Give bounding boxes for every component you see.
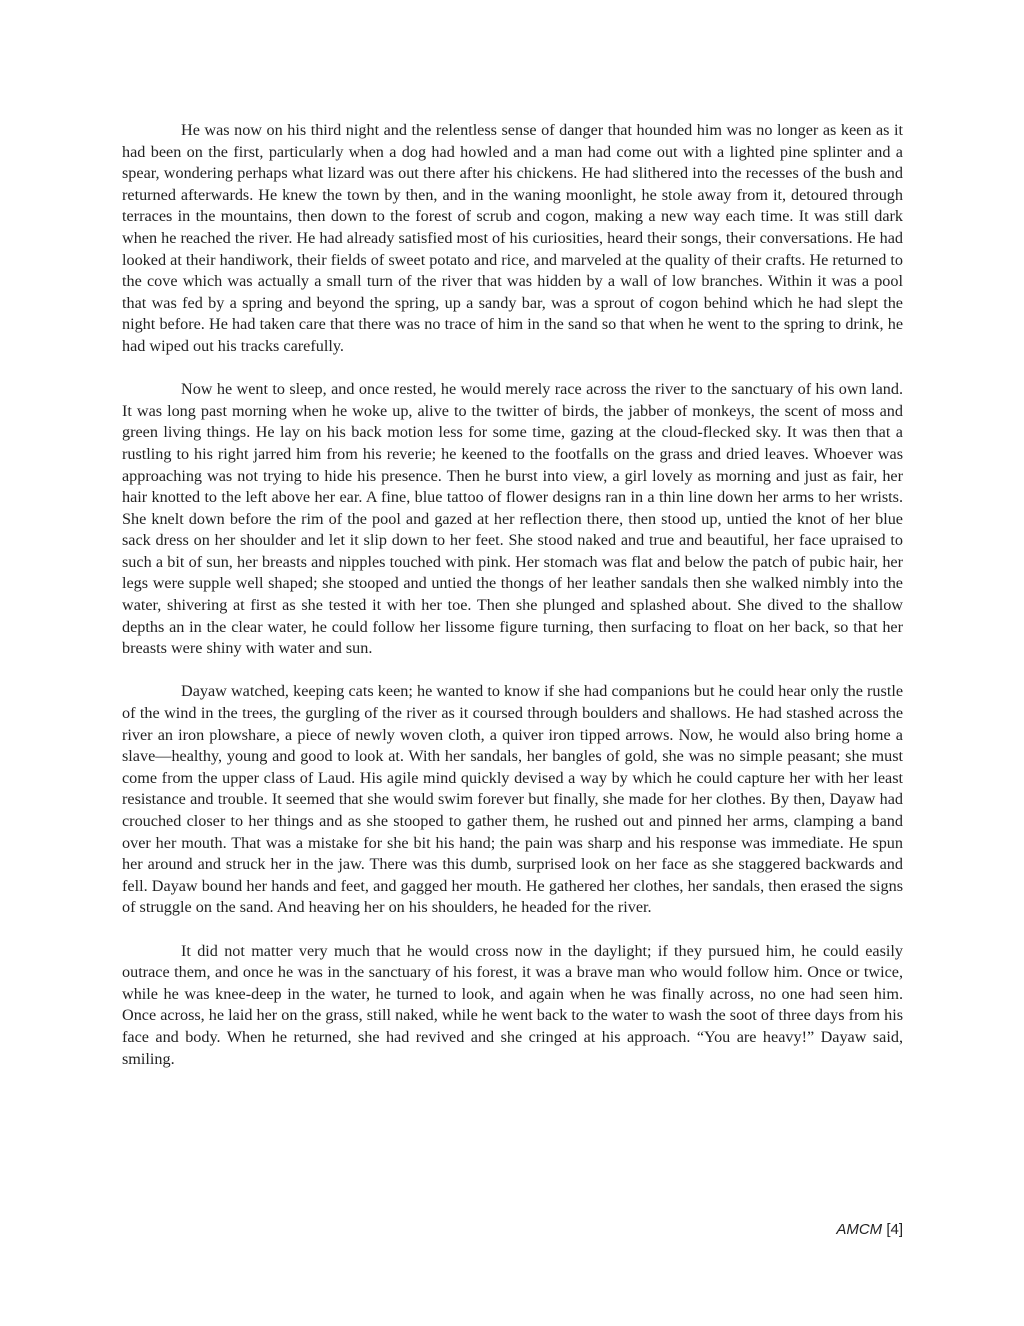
paragraph: Now he went to sleep, and once rested, he would merely race across the river to the sanctuary of his own land. It was long past morning when he woke up, alive to the twitter of birds, the jabber of monkeys, the scent of moss and green living things. He lay on his back motion less for some time, gazing at the cloud-flecked sky. It was then that a rustling to his right jarred him from his reverie; he keened to the footfalls on the grass and dried leaves. Whoever was approaching was not trying to hide his presence. Then he burst into view, a girl lovely as morning and just as fair, her hair knotted to the left above her ear. A fine, blue tattoo of flower designs ran in a thin line down her arms to her wrists. She knelt down before the rim of the pool and gazed at her reflection there, then stood up, untied the knot of her blue sack dress on her shoulder and let it slip down to her feet. She stood naked and true and beautiful, her face upraised to such a bit of sun, her breasts and nipples touched with pink. Her stomach was flat and below the patch of pubic hair, her legs were supple well shaped; she stooped and untied the thongs of her leather sandals then she walked nimbly into the water, shivering at first as she tested it with her toe. Then she plunged and splashed about. She dived to the shallow depths an in the clear water, he could follow her lissome figure turning, then surfacing to float on her back, so that her breasts were shiny with water and sun. [122,380,903,658]
document-body [122,120,903,1092]
paragraph: He was now on his third night and the relentless sense of danger that hounded him was no longer as keen as it had been on the first, particularly when a dog had howled and a man had come out with a lighted pine splinter and a spear, wondering perhaps what lizard was out there after his chickens. He had slithered into the recesses of the bush and returned afterwards. He knew the town by then, and in the waning moonlight, he stole away from it, detoured through terraces in the mountains, then down to the forest of scrub and cogon, making a new way each time. It was still dark when he reached the river. He had already satisfied most of his curiosities, heard their songs, their conversations. He had looked at their handiwork, their fields of sweet potato and rice, and marveled at the quality of their crafts. He returned to the cove which was actually a small turn of the river that was hidden by a wall of low branches. Within it was a pool that was fed by a spring and beyond the spring, up a sandy bar, was a sprout of cogon behind which he had slept the night before. He had taken care that there was no trace of him in the sand so that when he went to the spring to drink, he had wiped out his tracks carefully. [122,121,903,355]
page-number: [4] [886,1221,903,1238]
footer-initials: AMCM [836,1221,883,1238]
paragraph: It did not matter very much that he would cross now in the daylight; if they pursued him, he could easily outrace them, and once he was in the sanctuary of his forest, it was a brave man who would follow him. Once or twice, while he was knee-deep in the water, he turned to look, and again when he was finally across, no one had seen him. Once across, he laid her on the grass, still naked, while he went back to the water to wash the soot of three days from his face and body. When he returned, she had revived and she cringed at his approach. “You are heavy!” Dayaw said, smiling. [122,941,903,1068]
page-footer [836,1221,903,1238]
paragraph: Dayaw watched, keeping cats keen; he wanted to know if she had companions but he could hear only the rustle of the wind in the trees, the gurgling of the river as it coursed through boulders and shallows. He had stashed across the river an iron plowshare, a piece of newly woven cloth, a quiver iron tipped arrows. Now, he would also bring home a slave—healthy, young and good to look at. With her sandals, her bangles of gold, she was no simple peasant; she must come from the upper class of Laud. His agile mind quickly devised a way by which he could capture her with her least resistance and trouble. It seemed that she would swim forever but finally, she made for her clothes. By then, Dayaw had crouched closer to her things and as she stooped to gather them, he rushed out and pinned her arms, clamping a band over her mouth. That was a mistake for she bit his hand; the pain was sharp and his response was immediate. He spun her around and struck her in the jaw. There was this dumb, surprised look on her face as she staggered backwards and fell. Dayaw bound her hands and feet, and gagged her mouth. He gathered her clothes, her sandals, then erased the signs of struggle on the sand. And heaving her on his shoulders, he headed for the river. [122,682,903,917]
